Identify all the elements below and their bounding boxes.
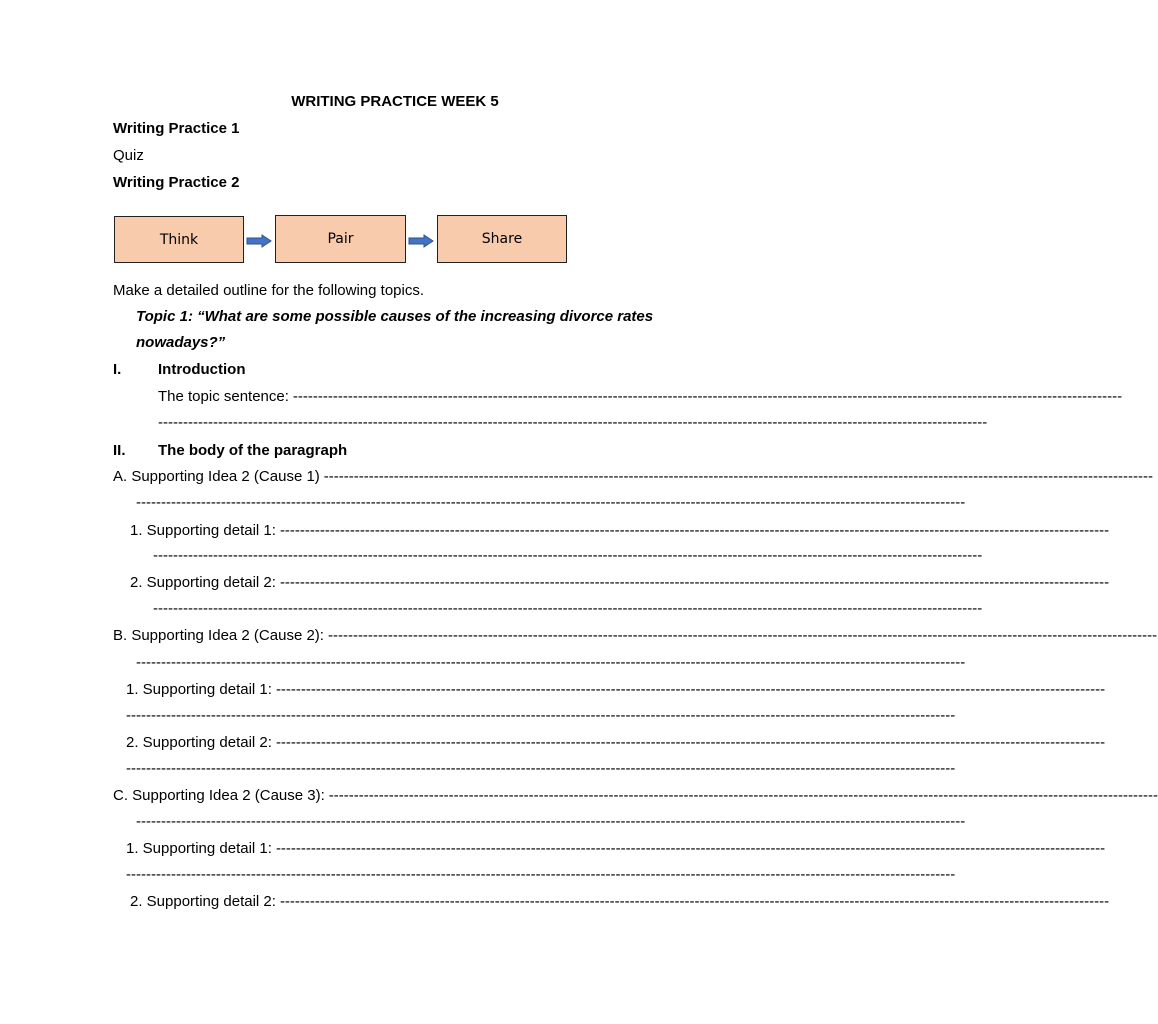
b-detail-2-line [126, 734, 1106, 751]
blank-line: ---------------------------------------------------------------------------------------------------------------------------------------------------------------------- [275, 681, 1106, 698]
c-detail-2-label: 2. Supporting detail 2: [130, 893, 276, 910]
c-detail-1-label: 1. Supporting detail 1: [126, 840, 272, 857]
flow-box-pair [275, 215, 406, 263]
b-detail-1-label: 1. Supporting detail 1: [126, 681, 272, 698]
blank-line: ---------------------------------------------------------------------------------------------------------------------------------------------------------------------- [158, 414, 988, 431]
wp1-heading: Writing Practice 1 [113, 120, 240, 137]
idea-b-label: B. Supporting Idea 2 (Cause 2): [113, 627, 324, 644]
c-detail-1-line [126, 840, 1106, 857]
idea-a-label: A. Supporting Idea 2 (Cause 1) [113, 468, 320, 485]
a-detail-1-line [130, 522, 1110, 539]
a-detail-1-label: 1. Supporting detail 1: [130, 522, 276, 539]
blank-line: ---------------------------------------------------------------------------------------------------------------------------------------------------------------------- [126, 866, 956, 883]
idea-c-label: C. Supporting Idea 2 (Cause 3): [113, 787, 325, 804]
flow-box-think [114, 216, 244, 263]
blank-line: ---------------------------------------------------------------------------------------------------------------------------------------------------------------------- [136, 813, 966, 830]
blank-line: ---------------------------------------------------------------------------------------------------------------------------------------------------------------------- [292, 388, 1123, 405]
section-2-title: The body of the paragraph [158, 442, 348, 459]
blank-line: ---------------------------------------------------------------------------------------------------------------------------------------------------------------------- [153, 600, 983, 617]
arrow-right-icon [246, 234, 272, 248]
blank-line-row [153, 600, 983, 617]
blank-line: ---------------------------------------------------------------------------------------------------------------------------------------------------------------------- [275, 840, 1106, 857]
topic-line-1: Topic 1: “What are some possible causes of the increasing divorce rates [136, 308, 654, 325]
blank-line: ---------------------------------------------------------------------------------------------------------------------------------------------------------------------- [279, 893, 1110, 910]
page-title: WRITING PRACTICE WEEK 5 [291, 93, 499, 110]
blank-line: ---------------------------------------------------------------------------------------------------------------------------------------------------------------------- [279, 574, 1110, 591]
idea-a-line [113, 468, 1153, 485]
flow-label-pair: Pair [327, 231, 354, 247]
arrow-right-icon [408, 234, 434, 248]
flow-box-share [437, 215, 567, 263]
section-1-number: I. [113, 361, 122, 378]
idea-b-line [113, 627, 1158, 644]
c-detail-2-line [130, 893, 1110, 910]
blank-line: ---------------------------------------------------------------------------------------------------------------------------------------------------------------------- [136, 654, 966, 671]
blank-line-row [126, 866, 956, 883]
topic-sentence-line [158, 388, 1123, 405]
instruction: Make a detailed outline for the following topics. [113, 282, 425, 299]
blank-line: ---------------------------------------------------------------------------------------------------------------------------------------------------------------------- [328, 787, 1158, 804]
section-1-title: Introduction [158, 361, 246, 378]
flow-label-think: Think [159, 231, 199, 248]
blank-line: ---------------------------------------------------------------------------------------------------------------------------------------------------------------------- [327, 627, 1158, 644]
blank-line: ---------------------------------------------------------------------------------------------------------------------------------------------------------------------- [126, 707, 956, 724]
topic-line-2: nowadays?” [136, 334, 226, 351]
blank-line-row [126, 760, 956, 777]
blank-line: ---------------------------------------------------------------------------------------------------------------------------------------------------------------------- [323, 468, 1153, 485]
section-2-number: II. [113, 442, 126, 459]
blank-line: ---------------------------------------------------------------------------------------------------------------------------------------------------------------------- [275, 734, 1106, 751]
blank-line-row [153, 547, 983, 564]
wp1-body: Quiz [113, 147, 144, 164]
a-detail-2-line [130, 574, 1110, 591]
blank-line-row [158, 414, 988, 431]
blank-line-row [136, 494, 966, 511]
a-detail-2-label: 2. Supporting detail 2: [130, 574, 276, 591]
blank-line-row [136, 654, 966, 671]
blank-line: ---------------------------------------------------------------------------------------------------------------------------------------------------------------------- [279, 522, 1110, 539]
idea-c-line [113, 787, 1158, 804]
blank-line: ---------------------------------------------------------------------------------------------------------------------------------------------------------------------- [153, 547, 983, 564]
wp2-heading: Writing Practice 2 [113, 174, 240, 191]
blank-line-row [136, 813, 966, 830]
blank-line-row [126, 707, 956, 724]
flow-label-share: Share [481, 231, 523, 247]
blank-line: ---------------------------------------------------------------------------------------------------------------------------------------------------------------------- [136, 494, 966, 511]
blank-line: ---------------------------------------------------------------------------------------------------------------------------------------------------------------------- [126, 760, 956, 777]
b-detail-2-label: 2. Supporting detail 2: [126, 734, 272, 751]
b-detail-1-line [126, 681, 1106, 698]
topic-sentence-label: The topic sentence: [158, 388, 289, 405]
